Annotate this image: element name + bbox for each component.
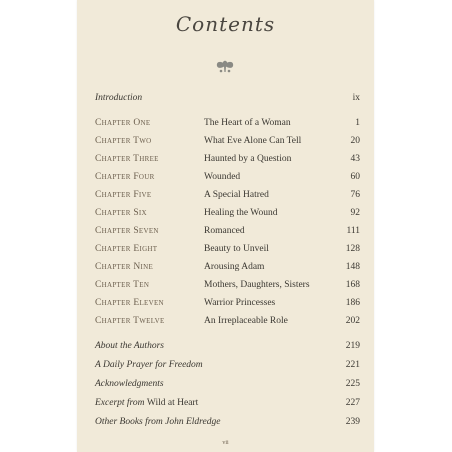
entry-label: Acknowledgments <box>95 379 164 389</box>
chapter-title: An Irreplaceable Role <box>204 316 288 326</box>
page-title: Contents <box>175 12 276 36</box>
chapter-page-number: 111 <box>346 226 360 236</box>
entry-label: Introduction <box>95 93 143 103</box>
chapter-label: Chapter One <box>95 118 151 128</box>
chapter-label: Chapter Seven <box>95 226 159 236</box>
toc-chapter-row[interactable] <box>77 277 374 293</box>
toc-chapter-row[interactable] <box>77 259 374 275</box>
chapter-title: What Eve Alone Can Tell <box>204 136 302 146</box>
entry-label-prefix: Excerpt from <box>95 398 145 408</box>
entry-label: A Daily Prayer for Freedom <box>95 360 203 370</box>
entry-label: About the Authors <box>95 341 164 351</box>
chapter-title: Beauty to Unveil <box>204 244 269 254</box>
entry-page-number: 221 <box>345 360 360 370</box>
chapter-title: Wounded <box>204 172 241 182</box>
chapter-page-number: 202 <box>345 316 360 326</box>
toc-entry-daily-prayer[interactable] <box>77 357 374 373</box>
chapter-label: Chapter Three <box>95 154 159 164</box>
toc-chapter-row[interactable] <box>77 187 374 203</box>
chapter-label: Chapter Ten <box>95 280 150 290</box>
chapter-label: Chapter Eleven <box>95 298 164 308</box>
chapter-page-number: 148 <box>345 262 360 272</box>
chapter-page-number: 168 <box>345 280 360 290</box>
entry-page-number: 219 <box>345 341 360 351</box>
toc-chapter-row[interactable] <box>77 151 374 167</box>
toc-chapter-row[interactable] <box>77 313 374 329</box>
toc-chapter-row[interactable] <box>77 295 374 311</box>
toc-chapter-row[interactable] <box>77 115 374 131</box>
toc-entry-acknowledgments[interactable] <box>77 376 374 392</box>
chapter-page-number: 20 <box>350 136 360 146</box>
chapter-title: Healing the Wound <box>204 208 278 218</box>
chapter-label: Chapter Five <box>95 190 152 200</box>
toc-chapter-row[interactable] <box>77 133 374 149</box>
chapter-title: Romanced <box>204 226 245 236</box>
chapter-title: A Special Hatred <box>204 190 269 200</box>
toc-chapter-row[interactable] <box>77 241 374 257</box>
toc-entry-other-books[interactable] <box>77 414 374 430</box>
entry-page-number: 239 <box>345 417 360 427</box>
chapter-label: Chapter Six <box>95 208 147 218</box>
chapter-page-number: 92 <box>350 208 360 218</box>
page-folio: vii <box>222 440 229 446</box>
chapter-label: Chapter Nine <box>95 262 154 272</box>
chapter-title: Warrior Princesses <box>204 298 276 308</box>
book-page <box>77 0 374 452</box>
chapter-page-number: 43 <box>350 154 360 164</box>
chapter-label: Chapter Two <box>95 136 152 146</box>
chapter-title: The Heart of a Woman <box>204 118 291 128</box>
chapter-page-number: 1 <box>355 118 360 128</box>
chapter-page-number: 128 <box>345 244 360 254</box>
entry-page-number: 227 <box>345 398 360 408</box>
toc-chapter-row[interactable] <box>77 205 374 221</box>
chapter-page-number: 76 <box>350 190 360 200</box>
chapter-label: Chapter Eight <box>95 244 158 254</box>
toc-entry-introduction[interactable] <box>77 90 374 106</box>
entry-label <box>95 395 198 411</box>
chapter-title: Mothers, Daughters, Sisters <box>204 280 310 290</box>
entry-page-number: ix <box>352 93 360 103</box>
entry-page-number: 225 <box>345 379 360 389</box>
toc-entry-about-authors[interactable] <box>77 338 374 354</box>
chapter-label: Chapter Twelve <box>95 316 165 326</box>
toc-chapter-row[interactable] <box>77 223 374 239</box>
chapter-page-number: 186 <box>345 298 360 308</box>
chapter-page-number: 60 <box>350 172 360 182</box>
toc-entry-excerpt[interactable] <box>77 395 374 411</box>
entry-label: Other Books from John Eldredge <box>95 417 221 427</box>
chapter-label: Chapter Four <box>95 172 155 182</box>
entry-label-book-title: Wild at Heart <box>146 398 199 408</box>
fleuron-icon <box>213 58 237 74</box>
chapter-title: Arousing Adam <box>204 262 265 272</box>
toc-chapter-row[interactable] <box>77 169 374 185</box>
chapter-title: Haunted by a Question <box>204 154 292 164</box>
